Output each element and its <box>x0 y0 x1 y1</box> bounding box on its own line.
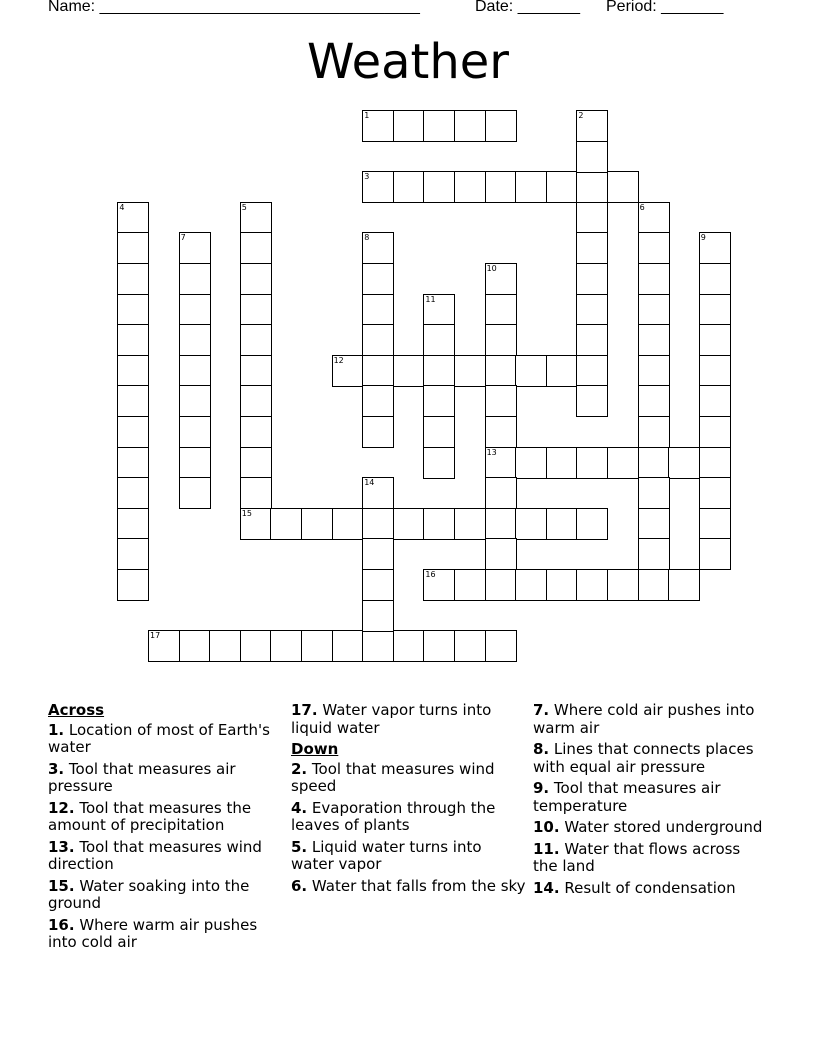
clue-down-2 <box>291 761 526 796</box>
clue-number: 5 <box>241 202 247 212</box>
grid-cell[interactable] <box>117 416 149 448</box>
grid-cell[interactable] <box>362 630 394 662</box>
grid-cell[interactable] <box>301 508 333 540</box>
grid-cell[interactable] <box>362 416 394 448</box>
clue-number-label: 13. <box>48 837 75 856</box>
grid-cell[interactable] <box>576 202 608 234</box>
clue-number-label: 4. <box>291 798 308 817</box>
grid-cell[interactable] <box>393 110 425 142</box>
grid-cell[interactable] <box>179 385 211 417</box>
grid-cell[interactable] <box>179 447 211 479</box>
grid-cell[interactable] <box>576 355 608 387</box>
clue-text: Water that falls from the sky <box>307 876 526 895</box>
grid-cell[interactable] <box>638 477 670 509</box>
clue-number-label: 1. <box>48 720 65 739</box>
clue-text: Lines that connects places with equal air pressure <box>533 740 754 776</box>
grid-cell[interactable] <box>179 324 211 356</box>
grid-cell[interactable] <box>515 569 547 601</box>
grid-cell[interactable] <box>362 171 394 203</box>
clue-across-16 <box>48 917 283 952</box>
grid-cell[interactable] <box>148 630 180 662</box>
clue-number: 14 <box>364 478 375 488</box>
grid-cell[interactable] <box>362 232 394 264</box>
clue-number-label: 14. <box>533 878 560 897</box>
period-field-label[interactable]: Period: _______ <box>606 0 724 15</box>
clue-down-14 <box>533 880 768 898</box>
grid-cell[interactable] <box>454 355 486 387</box>
grid-cell[interactable] <box>117 447 149 479</box>
grid-cell[interactable] <box>240 630 272 662</box>
name-field-label[interactable]: Name: ____________________________________ <box>48 0 420 15</box>
grid-cell[interactable] <box>485 630 517 662</box>
grid-cell[interactable] <box>546 171 578 203</box>
clue-number: 10 <box>486 264 497 273</box>
grid-cell[interactable] <box>607 447 639 479</box>
grid-cell[interactable] <box>576 171 608 203</box>
grid-cell[interactable] <box>485 294 517 326</box>
grid-cell[interactable] <box>576 141 608 173</box>
clue-number-label: 12. <box>48 798 75 817</box>
grid-cell[interactable] <box>546 569 578 601</box>
grid-cell[interactable] <box>576 294 608 326</box>
clue-number-label: 2. <box>291 759 308 778</box>
grid-cell[interactable] <box>301 630 333 662</box>
grid-cell[interactable] <box>117 538 149 570</box>
grid-cell[interactable] <box>485 324 517 356</box>
clue-text: Liquid water turns into water vapor <box>291 837 482 873</box>
grid-cell[interactable] <box>699 477 731 509</box>
page-title: Weather <box>306 34 510 90</box>
grid-cell[interactable] <box>117 355 149 387</box>
grid-cell[interactable] <box>699 538 731 570</box>
grid-cell[interactable] <box>699 416 731 448</box>
grid-cell[interactable] <box>240 477 272 509</box>
grid-cell[interactable] <box>638 538 670 570</box>
clue-number: 17 <box>150 631 161 641</box>
grid-cell[interactable] <box>699 355 731 387</box>
clue-across-15 <box>48 878 283 913</box>
clue-number-label: 3. <box>48 759 65 778</box>
grid-cell[interactable] <box>485 385 517 417</box>
grid-cell[interactable] <box>117 477 149 509</box>
clue-number: 3 <box>364 172 370 182</box>
grid-cell[interactable] <box>117 232 149 264</box>
clue-text: Tool that measures air pressure <box>48 759 236 795</box>
clue-text: Where cold air pushes into warm air <box>533 701 755 737</box>
grid-cell[interactable] <box>117 294 149 326</box>
grid-cell[interactable] <box>638 355 670 387</box>
clue-text: Water vapor turns into liquid water <box>291 701 492 737</box>
clue-number: 8 <box>364 233 370 243</box>
grid-cell[interactable] <box>485 508 517 540</box>
grid-cell[interactable] <box>668 569 700 601</box>
clue-number-label: 10. <box>533 818 560 836</box>
clue-across-12 <box>48 800 283 835</box>
grid-cell[interactable] <box>515 355 547 387</box>
grid-cell[interactable] <box>576 232 608 264</box>
grid-cell[interactable] <box>638 508 670 540</box>
clue-text: Water that flows across the land <box>533 839 741 875</box>
clue-number-label: 6. <box>291 876 308 895</box>
clue-number-label: 16. <box>48 915 75 934</box>
clue-down-5 <box>291 839 526 874</box>
grid-cell[interactable] <box>454 569 486 601</box>
grid-cell[interactable] <box>423 569 455 601</box>
grid-cell[interactable] <box>576 324 608 356</box>
clue-number: 9 <box>700 233 706 243</box>
clue-number-label: 8. <box>533 740 550 758</box>
grid-cell[interactable] <box>240 324 272 356</box>
grid-cell[interactable] <box>699 324 731 356</box>
grid-cell[interactable] <box>546 447 578 479</box>
grid-cell[interactable] <box>699 508 731 540</box>
grid-cell[interactable] <box>699 232 731 264</box>
grid-cell[interactable] <box>362 538 394 570</box>
clue-number: 7 <box>180 233 186 243</box>
grid-cell[interactable] <box>485 538 517 570</box>
clue-text: Tool that measures air temperature <box>533 779 721 815</box>
grid-cell[interactable] <box>117 569 149 601</box>
clue-down-11 <box>533 841 768 876</box>
grid-cell[interactable] <box>454 508 486 540</box>
clue-number: 1 <box>364 111 370 120</box>
clues-column-1 <box>48 702 283 956</box>
clue-number-label: 9. <box>533 779 550 797</box>
grid-cell[interactable] <box>117 385 149 417</box>
clue-number: 6 <box>639 202 645 212</box>
grid-cell[interactable] <box>423 447 455 479</box>
grid-cell[interactable] <box>179 263 211 295</box>
clue-across-13 <box>48 839 283 874</box>
grid-cell[interactable] <box>423 110 455 142</box>
clue-down-8 <box>533 741 768 776</box>
clue-text: Tool that measures the amount of precipitation <box>48 798 252 834</box>
grid-cell[interactable] <box>576 385 608 417</box>
grid-cell[interactable] <box>485 569 517 601</box>
grid-cell[interactable] <box>576 508 608 540</box>
grid-cell[interactable] <box>423 508 455 540</box>
grid-cell[interactable] <box>332 355 364 387</box>
grid-cell[interactable] <box>362 110 394 142</box>
grid-cell[interactable] <box>117 263 149 295</box>
grid-cell[interactable] <box>240 294 272 326</box>
grid-cell[interactable] <box>699 294 731 326</box>
grid-cell[interactable] <box>423 355 455 387</box>
grid-cell[interactable] <box>240 232 272 264</box>
grid-cell[interactable] <box>332 508 364 540</box>
grid-cell[interactable] <box>362 263 394 295</box>
grid-cell[interactable] <box>576 110 608 142</box>
grid-cell[interactable] <box>179 294 211 326</box>
grid-cell[interactable] <box>454 630 486 662</box>
clue-text: Evaporation through the leaves of plants <box>291 798 496 834</box>
grid-cell[interactable] <box>240 385 272 417</box>
grid-cell[interactable] <box>638 385 670 417</box>
clue-number-label: 7. <box>533 701 550 719</box>
grid-cell[interactable] <box>209 630 241 662</box>
clue-down-6 <box>291 878 526 896</box>
grid-cell[interactable] <box>423 171 455 203</box>
grid-cell[interactable] <box>240 508 272 540</box>
clue-text: Location of most of Earth's water <box>48 720 270 756</box>
grid-cell[interactable] <box>393 630 425 662</box>
grid-cell[interactable] <box>362 600 394 632</box>
grid-cell[interactable] <box>117 324 149 356</box>
clue-text: Water stored underground <box>559 818 763 836</box>
grid-cell[interactable] <box>240 447 272 479</box>
grid-cell[interactable] <box>485 416 517 448</box>
clue-number: 2 <box>578 111 584 120</box>
grid-cell[interactable] <box>179 416 211 448</box>
grid-cell[interactable] <box>546 508 578 540</box>
clue-text: Result of condensation <box>559 878 736 897</box>
grid-cell[interactable] <box>668 447 700 479</box>
grid-cell[interactable] <box>117 202 149 234</box>
grid-cell[interactable] <box>240 355 272 387</box>
clue-number: 13 <box>486 447 497 457</box>
clue-down-7 <box>533 702 768 737</box>
grid-cell[interactable] <box>240 202 272 234</box>
clue-number: 4 <box>119 202 125 212</box>
grid-cell[interactable] <box>638 416 670 448</box>
grid-cell[interactable] <box>546 355 578 387</box>
grid-cell[interactable] <box>576 447 608 479</box>
clues-column-2 <box>291 702 526 899</box>
grid-cell[interactable] <box>607 569 639 601</box>
grid-cell[interactable] <box>485 263 517 295</box>
grid-cell[interactable] <box>423 630 455 662</box>
grid-cell[interactable] <box>270 508 302 540</box>
grid-cell[interactable] <box>638 202 670 234</box>
clue-text: Tool that measures wind speed <box>291 759 495 795</box>
clue-number-label: 11. <box>533 839 560 858</box>
grid-cell[interactable] <box>179 232 211 264</box>
grid-cell[interactable] <box>699 263 731 295</box>
grid-cell[interactable] <box>332 630 364 662</box>
clue-number: 15 <box>241 508 252 518</box>
across-heading: Across <box>48 701 105 719</box>
grid-cell[interactable] <box>179 477 211 509</box>
grid-cell[interactable] <box>423 294 455 326</box>
grid-cell[interactable] <box>117 508 149 540</box>
grid-cell[interactable] <box>362 508 394 540</box>
clue-down-4 <box>291 800 526 835</box>
grid-cell[interactable] <box>454 110 486 142</box>
grid-cell[interactable] <box>699 385 731 417</box>
grid-cell[interactable] <box>423 324 455 356</box>
date-field-label[interactable]: Date: _______ <box>475 0 580 15</box>
grid-cell[interactable] <box>576 263 608 295</box>
grid-cell[interactable] <box>515 508 547 540</box>
clue-number: 11 <box>425 294 436 304</box>
clue-text: Tool that measures wind direction <box>48 837 262 873</box>
clues-column-3 <box>533 702 768 901</box>
down-heading: Down <box>291 740 339 758</box>
clue-number-label: 15. <box>48 876 75 895</box>
grid-cell[interactable] <box>485 110 517 142</box>
clue-number-label: 5. <box>291 837 308 856</box>
clue-text: Where warm air pushes into cold air <box>48 915 258 951</box>
grid-cell[interactable] <box>393 171 425 203</box>
grid-cell[interactable] <box>362 294 394 326</box>
clue-number-label: 17. <box>291 701 318 719</box>
grid-cell[interactable] <box>362 385 394 417</box>
grid-cell[interactable] <box>515 447 547 479</box>
clue-across-1 <box>48 722 283 757</box>
grid-cell[interactable] <box>454 171 486 203</box>
grid-cell[interactable] <box>393 355 425 387</box>
grid-cell[interactable] <box>576 569 608 601</box>
grid-cell[interactable] <box>179 355 211 387</box>
clue-down-9 <box>533 780 768 815</box>
grid-cell[interactable] <box>485 355 517 387</box>
clue-across-3 <box>48 761 283 796</box>
grid-cell[interactable] <box>423 385 455 417</box>
clue-across-17 <box>291 702 526 737</box>
grid-cell[interactable] <box>515 171 547 203</box>
grid-cell[interactable] <box>240 263 272 295</box>
grid-cell[interactable] <box>638 324 670 356</box>
clue-text: Water soaking into the ground <box>48 876 250 912</box>
clue-down-10 <box>533 819 768 837</box>
clue-number: 16 <box>425 570 436 579</box>
grid-cell[interactable] <box>638 294 670 326</box>
grid-cell[interactable] <box>362 569 394 601</box>
grid-cell[interactable] <box>362 477 394 509</box>
grid-cell[interactable] <box>485 477 517 509</box>
grid-cell[interactable] <box>179 630 211 662</box>
grid-cell[interactable] <box>423 416 455 448</box>
grid-cell[interactable] <box>362 355 394 387</box>
grid-cell[interactable] <box>638 569 670 601</box>
grid-cell[interactable] <box>485 447 517 479</box>
grid-cell[interactable] <box>240 416 272 448</box>
grid-cell[interactable] <box>270 630 302 662</box>
grid-cell[interactable] <box>485 171 517 203</box>
clue-number: 12 <box>333 355 344 365</box>
grid-cell[interactable] <box>362 324 394 356</box>
grid-cell[interactable] <box>638 447 670 479</box>
grid-cell[interactable] <box>607 171 639 203</box>
grid-cell[interactable] <box>699 447 731 479</box>
grid-cell[interactable] <box>638 263 670 295</box>
grid-cell[interactable] <box>638 232 670 264</box>
grid-cell[interactable] <box>393 508 425 540</box>
